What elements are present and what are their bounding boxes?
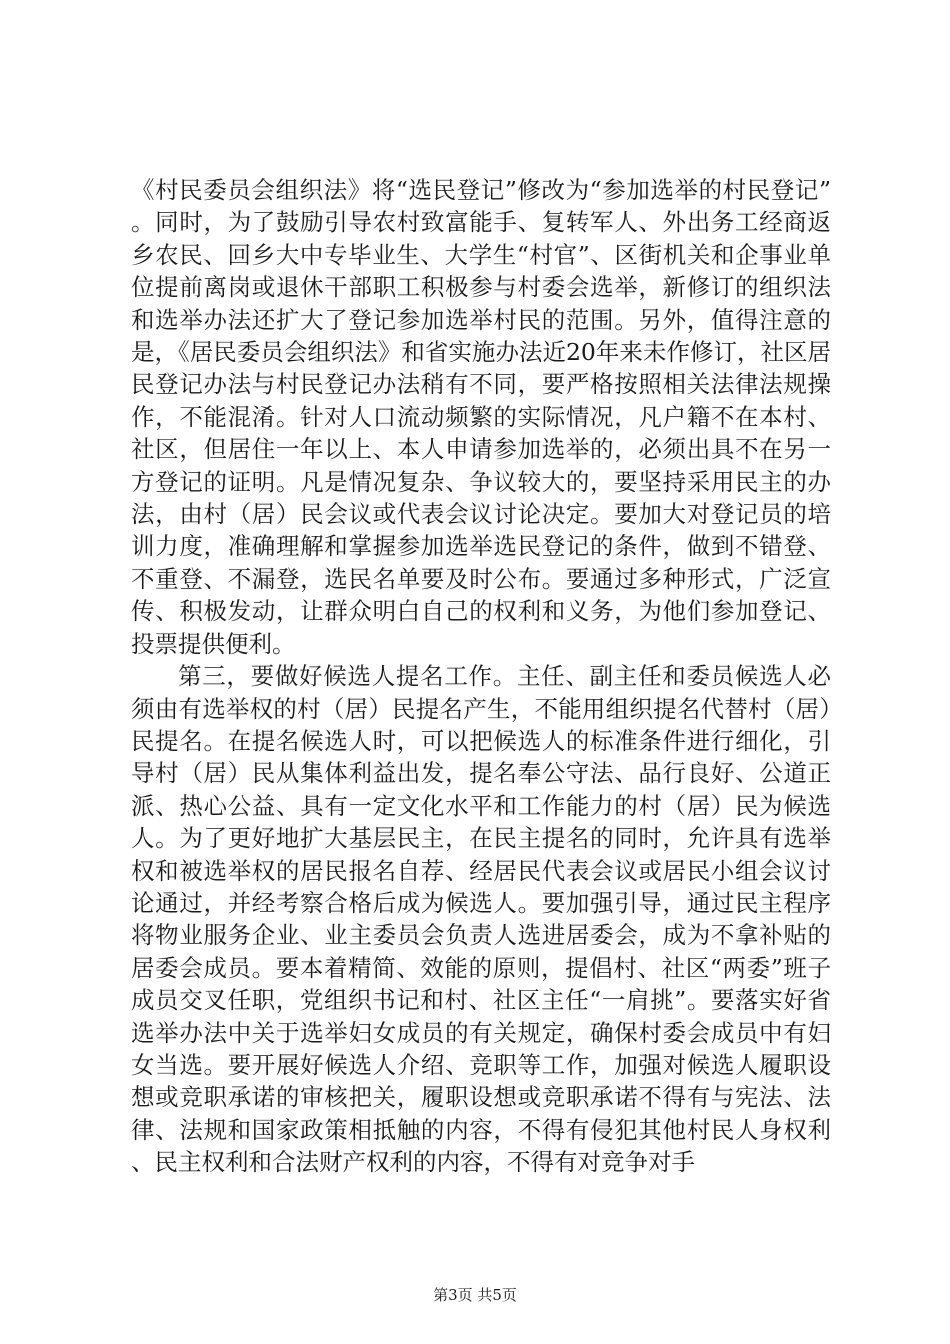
page-footer: 第3页 共5页 (433, 1286, 517, 1304)
paragraph-candidate-nomination: 第三，要做好候选人提名工作。主任、副主任和委员候选人必须由有选举权的村（居）民提名产生，不能用组织提名代替村（居）民提名。在提名候选人时，可以把候选人的标准条件进行细化，引导村（居）民从集体利益出发，提名奉公守法、品行良好、公道正派、热心公益、具有一定文化水平和工作能力的村（居）民为候选人。为了更好地扩大基层民主，在民主提名的同时，允许具有选举权和被选举权的居民报名自荐、经居民代表会议或居民小组会议讨论通过，并经考察合格后成为候选人。要加强引导，通过民主程序将物业服务企业、业主委员会负责人选进居委会，成为不拿补贴的居委会成员。要本着精简、效能的原则，提倡村、社区“两委”班子成员交叉任职，党组织书记和村、社区主任“一肩挑”。要落实好省选举办法中关于选举妇女成员的有关规定，确保村委会成员中有妇女当选。要开展好候选人介绍、竞职等工作，加强对候选人履职设想或竞职承诺的审核把关，履职设想或竞职承诺不得有与宪法、法律、法规和国家政策相抵触的内容，不得有侵犯其他村民人身权利、民主权利和合法财产权利的内容，不得有对竞争对手 (131, 662, 831, 1177)
paragraph-voter-registration: 《村民委员会组织法》将“选民登记”修改为“参加选举的村民登记”。同时，为了鼓励引导农村致富能手、复转军人、外出务工经商返乡农民、回乡大中专毕业生、大学生“村官”、区街机关和企事业单位提前离岗或退休干部职工积极参与村委会选举，新修订的组织法和选举办法还扩大了登记参加选举村民的范围。另外，值得注意的是，《居民委员会组织法》和省实施办法近20年来未作修订，社区居民登记办法与村民登记办法稍有不同，要严格按照相关法律法规操作，不能混淆。针对人口流动频繁的实际情况，凡户籍不在本村、社区，但居住一年以上、本人申请参加选举的，必须出具不在另一方登记的证明。凡是情况复杂、争议较大的，要坚持采用民主的办法，由村（居）民会议或代表会议讨论决定。要加大对登记员的培训力度，准确理解和掌握参加选举选民登记的条件，做到不错登、不重登、不漏登，选民名单要及时公布。要通过多种形式，广泛宣传、积极发动，让群众明白自己的权利和义务，为他们参加登记、投票提供便利。 (131, 176, 831, 658)
document-body (131, 174, 831, 1179)
